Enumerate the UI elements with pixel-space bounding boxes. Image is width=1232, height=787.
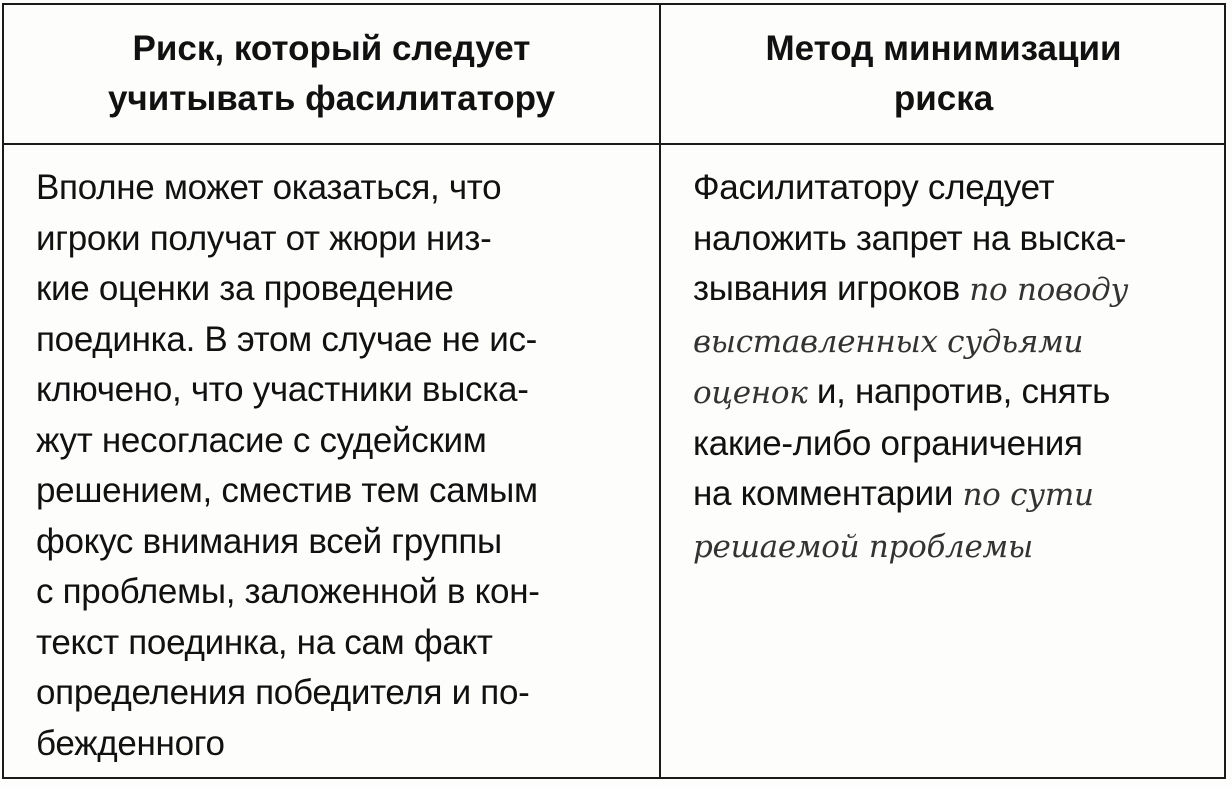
header-method — [661, 5, 1226, 143]
header-risk-line-1: Риск, который следует — [132, 29, 531, 68]
method-text: Фасилитатору следует — [693, 168, 1055, 207]
header-risk — [4, 5, 659, 143]
method-line — [693, 163, 1213, 214]
risk-line: фокус внимания всей группы — [36, 521, 502, 561]
method-text: какие-либо ограничения — [693, 423, 1083, 463]
method-line — [693, 419, 1213, 470]
risk-line: поединка. В этом случае не ис- — [36, 319, 537, 359]
method-italic-text: выставленных судьями — [693, 323, 1084, 360]
method-italic-text: оценок — [693, 375, 808, 411]
method-line — [693, 521, 1213, 573]
header-method-line-2: риска — [893, 79, 994, 118]
header-risk-line-2: учитывать фасилитатору — [107, 79, 556, 118]
risk-line: определения победителя и по- — [36, 673, 530, 712]
risk-line: текст поединка, на сам факт — [36, 622, 493, 662]
method-text: и, напротив, снять — [816, 372, 1111, 411]
method-line — [693, 214, 1213, 265]
header-method-line-1: Метод минимизации — [765, 29, 1122, 68]
risk-line: с проблемы, заложенной в кон- — [36, 572, 540, 611]
risk-line: жут несогласие с судейским — [36, 420, 487, 460]
method-text: зывания игроков — [693, 269, 960, 308]
method-cell — [693, 163, 1213, 572]
method-italic-text: решаемой проблемы — [693, 528, 1033, 565]
risk-line: бежденного — [36, 723, 225, 763]
risk-line: решением, сместив тем самым — [36, 471, 538, 510]
method-line — [693, 367, 1213, 419]
method-line — [693, 316, 1213, 368]
header-divider — [4, 143, 1224, 145]
method-text: на комментарии — [693, 474, 954, 513]
risk-line: ключено, что участники выска- — [36, 370, 529, 409]
risk-line: игроки получат от жюри низ- — [36, 218, 492, 258]
risk-line: Вполне может оказаться, что — [36, 168, 502, 207]
method-italic-text: по поводу — [969, 272, 1129, 308]
method-line — [693, 469, 1213, 521]
risk-cell — [36, 163, 641, 769]
method-text: наложить запрет на выска- — [693, 218, 1127, 258]
risk-line: кие оценки за проведение — [36, 269, 454, 308]
method-italic-text: по сути — [962, 477, 1094, 513]
method-line — [693, 264, 1213, 316]
